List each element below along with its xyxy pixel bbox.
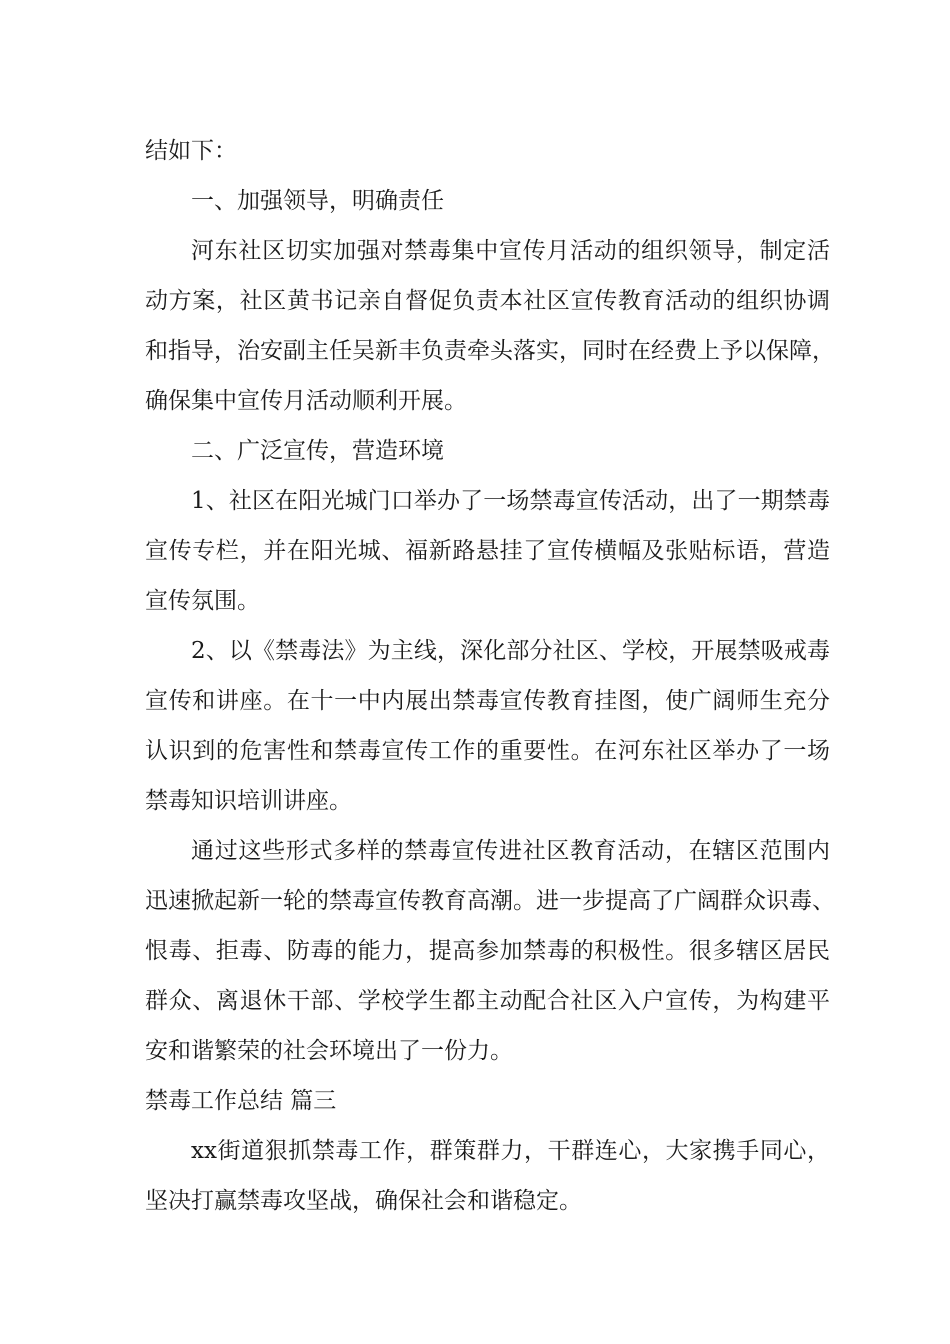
- text-line: 2、以《禁毒法》为主线，深化部分社区、学校，开展禁吸戒毒: [191, 638, 830, 664]
- text-line: 结如下：: [145, 138, 237, 164]
- text-line: 二、广泛宣传，营造环境: [191, 438, 444, 464]
- text-line: 坚决打赢禁毒攻坚战，确保社会和谐稳定。: [145, 1188, 582, 1214]
- text-line: 宣传专栏，并在阳光城、福新路悬挂了宣传横幅及张贴标语，营造: [145, 538, 830, 564]
- document-body: [145, 126, 835, 1226]
- text-line: 宣传氛围。: [145, 588, 260, 614]
- text-line: 禁毒知识培训讲座。: [145, 788, 352, 814]
- text-line: 河东社区切实加强对禁毒集中宣传月活动的组织领导，制定活: [191, 238, 830, 264]
- text-line: 群众、离退休干部、学校学生都主动配合社区入户宣传，为构建平: [145, 988, 830, 1014]
- text-line: 1、社区在阳光城门口举办了一场禁毒宣传活动，出了一期禁毒: [191, 488, 830, 514]
- text-line: 安和谐繁荣的社会环境出了一份力。: [145, 1038, 513, 1064]
- text-line: 恨毒、拒毒、防毒的能力，提高参加禁毒的积极性。很多辖区居民: [145, 938, 830, 964]
- text-line: 一、加强领导，明确责任: [191, 188, 444, 214]
- text-line: 和指导，治安副主任吴新丰负责牵头落实，同时在经费上予以保障，: [145, 338, 835, 364]
- text-line: 认识到的危害性和禁毒宣传工作的重要性。在河东社区举办了一场: [145, 738, 830, 764]
- text-line: 宣传和讲座。在十一中内展出禁毒宣传教育挂图，使广阔师生充分: [145, 688, 830, 714]
- text-line: 动方案，社区黄书记亲自督促负责本社区宣传教育活动的组织协调: [145, 288, 830, 314]
- text-line: 禁毒工作总结 篇三: [145, 1088, 337, 1114]
- text-line: xx街道狠抓禁毒工作，群策群力，干群连心，大家携手同心，: [191, 1138, 830, 1164]
- text-line: 确保集中宣传月活动顺利开展。: [145, 388, 467, 414]
- text-line: 通过这些形式多样的禁毒宣传进社区教育活动，在辖区范围内: [191, 838, 830, 864]
- text-line: 迅速掀起新一轮的禁毒宣传教育高潮。进一步提高了广阔群众识毒、: [145, 888, 835, 914]
